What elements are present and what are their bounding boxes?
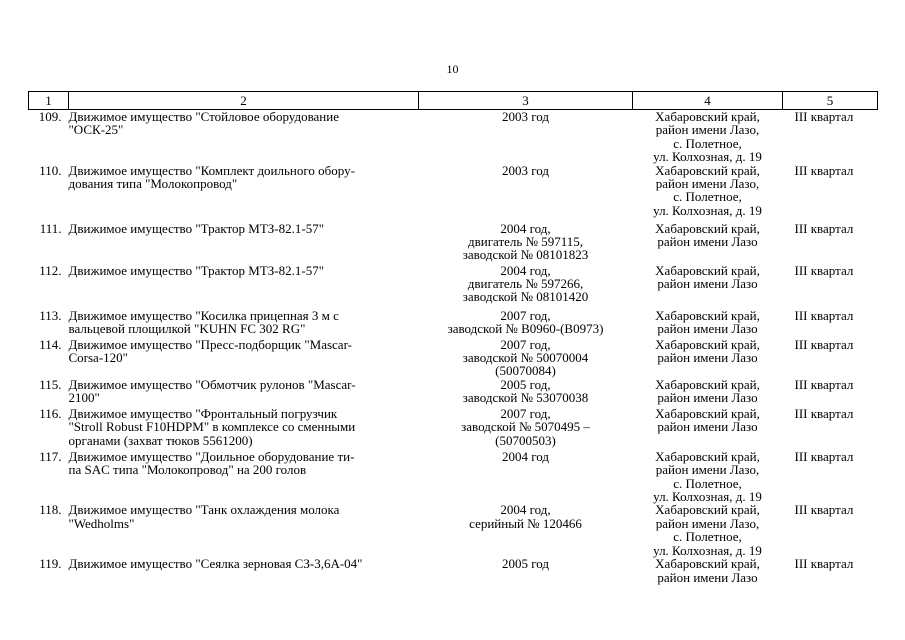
item-name	[69, 503, 419, 557]
item-name-line: Движимое имущество "Комплект доильного обору-	[68, 162, 355, 178]
item-quarter: III квартал	[794, 448, 854, 464]
item-quarter: III квартал	[794, 220, 854, 236]
table-row	[29, 222, 878, 264]
item-year-serial	[419, 407, 633, 450]
item-address-line: ул. Колхозная, д. 19	[653, 149, 762, 165]
item-year-serial	[419, 338, 633, 378]
item-year-serial-line: (50070084)	[495, 363, 556, 379]
item-quarter: III квартал	[794, 109, 854, 124]
property-table	[28, 91, 878, 587]
col-header-1: 1	[29, 92, 69, 110]
item-quarter: III квартал	[794, 502, 854, 518]
item-year-serial-line: 2005 год,	[500, 376, 551, 392]
table-row	[29, 164, 878, 222]
item-address-line: район имени Лазо,	[655, 176, 760, 192]
item-name	[69, 450, 419, 504]
item-address	[633, 407, 783, 450]
item-name-line: Движимое имущество "Стойловое оборудование	[68, 109, 339, 124]
item-year-serial-line: заводской № 50070004	[462, 350, 589, 366]
item-name	[69, 222, 419, 264]
item-year-serial	[419, 222, 633, 264]
item-address-line: Хабаровский край,	[655, 336, 760, 352]
table-row	[29, 338, 878, 378]
item-year-serial-line: 2003 год	[502, 109, 549, 124]
item-year-serial-line: 2004 год,	[500, 262, 551, 278]
item-address-line: район имени Лазо	[657, 390, 758, 406]
item-year-serial-line: 2003 год	[502, 162, 549, 178]
item-address-line: ул. Колхозная, д. 19	[653, 202, 762, 218]
item-quarter: III квартал	[794, 376, 854, 392]
item-name	[69, 264, 419, 309]
item-name-line: "Wedholms"	[68, 515, 135, 531]
item-address-line: с. Полетное,	[673, 529, 742, 545]
item-year-serial	[419, 378, 633, 407]
row-number: 119.	[39, 556, 62, 572]
item-year-serial	[419, 110, 633, 164]
item-address	[633, 309, 783, 338]
item-name	[69, 378, 419, 407]
item-name-line: Движимое имущество "Обмотчик рулонов "Mascar-	[68, 376, 356, 392]
item-address-line: район имени Лазо	[657, 419, 758, 435]
item-year-serial-line: заводской № B0960-(B0973)	[447, 321, 604, 337]
item-name	[69, 338, 419, 378]
item-address-line: район имени Лазо,	[655, 122, 760, 138]
row-number: 117.	[39, 448, 62, 464]
row-number: 112.	[39, 262, 62, 278]
col-header-4: 4	[633, 92, 783, 110]
item-address	[633, 222, 783, 264]
item-name-line: Движимое имущество "Танк охлаждения молока	[68, 502, 340, 518]
item-name-line: 2100"	[68, 390, 100, 406]
item-year-serial	[419, 557, 633, 587]
item-address	[633, 338, 783, 378]
item-address-line: Хабаровский край,	[655, 220, 760, 236]
item-address-line: район имени Лазо	[657, 276, 758, 292]
item-name-line: Движимое имущество "Трактор МТЗ-82.1-57"	[68, 220, 324, 236]
item-quarter: III квартал	[794, 162, 854, 178]
row-number: 111.	[39, 220, 62, 236]
table-row	[29, 450, 878, 504]
item-address-line: Хабаровский край,	[655, 109, 760, 124]
row-number: 114.	[39, 336, 62, 352]
page-number: 10	[446, 62, 459, 76]
col-header-3: 3	[419, 92, 633, 110]
item-name	[69, 309, 419, 338]
item-address-line: район имени Лазо	[657, 321, 758, 337]
item-name-line: Движимое имущество "Трактор МТЗ-82.1-57"	[68, 262, 324, 278]
table-row	[29, 264, 878, 309]
table-row	[29, 309, 878, 338]
item-name-line: Corsa-120"	[68, 350, 128, 366]
table-row	[29, 407, 878, 450]
item-name-line: Движимое имущество "Пресс-подборщик "Mascar-	[68, 336, 352, 352]
item-year-serial-line: 2004 год,	[500, 220, 551, 236]
item-year-serial-line: 2005 год	[502, 556, 549, 572]
item-address-line: Хабаровский край,	[655, 162, 760, 178]
item-address-line: ул. Колхозная, д. 19	[653, 489, 762, 505]
item-address	[633, 110, 783, 164]
item-address	[633, 378, 783, 407]
item-name	[69, 164, 419, 222]
table-row	[29, 557, 878, 587]
item-year-serial	[419, 450, 633, 504]
item-name-line: Движимое имущество "Косилка прицепная 3 м с	[68, 307, 339, 323]
header-row	[29, 92, 878, 110]
item-name-line: Движимое имущество "Сеялка зерновая СЗ-3,6А-04"	[68, 556, 363, 572]
item-address-line: район имени Лазо	[657, 234, 758, 250]
item-year-serial-line: заводской № 53070038	[462, 390, 589, 406]
item-year-serial	[419, 309, 633, 338]
item-year-serial-line: заводской № 08101823	[462, 247, 589, 263]
table-row	[29, 378, 878, 407]
item-year-serial-line: 2007 год,	[500, 405, 551, 421]
item-year-serial-line: серийный № 120466	[469, 515, 582, 531]
item-address	[633, 450, 783, 504]
item-year-serial-line: 2007 год,	[500, 307, 551, 323]
item-name	[69, 110, 419, 164]
item-year-serial-line: (50700503)	[495, 432, 556, 448]
item-name	[69, 557, 419, 587]
item-year-serial-line: 2004 год,	[500, 502, 551, 518]
item-name-line: Движимое имущество "Доильное оборудование ти-	[68, 448, 355, 464]
item-address-line: Хабаровский край,	[655, 405, 760, 421]
item-name	[69, 407, 419, 450]
row-number: 109.	[38, 109, 62, 124]
col-header-5: 5	[783, 92, 878, 110]
item-quarter: III квартал	[794, 556, 854, 572]
item-address-line: Хабаровский край,	[655, 448, 760, 464]
row-number: 118.	[39, 502, 62, 518]
table-row	[29, 110, 878, 164]
item-quarter: III квартал	[794, 307, 854, 323]
item-address-line: Хабаровский край,	[655, 502, 760, 518]
item-address	[633, 164, 783, 222]
item-year-serial	[419, 164, 633, 222]
item-address-line: ул. Колхозная, д. 19	[653, 542, 762, 558]
item-address-line: с. Полетное,	[673, 135, 742, 151]
row-number: 116.	[39, 405, 62, 421]
item-address-line: район имени Лазо,	[655, 462, 760, 478]
item-name-line: "ОСК-25"	[68, 122, 124, 138]
item-address-line: Хабаровский край,	[655, 376, 760, 392]
item-year-serial-line: 2004 год	[502, 448, 549, 464]
item-address-line: с. Полетное,	[673, 475, 742, 491]
table-body	[29, 110, 878, 588]
item-year-serial	[419, 503, 633, 557]
item-year-serial-line: заводской № 08101420	[462, 289, 589, 305]
item-year-serial	[419, 264, 633, 309]
item-name-line: Движимое имущество "Фронтальный погрузчик	[68, 405, 338, 421]
item-name-line: органами (захват тюков 5561200)	[68, 432, 253, 448]
item-address-line: район имени Лазо	[657, 569, 758, 585]
item-address-line: район имени Лазо,	[655, 515, 760, 531]
table-row	[29, 503, 878, 557]
item-address	[633, 557, 783, 587]
item-name-line: па SAC типа "Молокопровод" на 200 голов	[68, 462, 307, 478]
item-address-line: Хабаровский край,	[655, 307, 760, 323]
item-year-serial-line: двигатель № 597266,	[467, 276, 584, 292]
item-year-serial-line: заводской № 5070495 –	[461, 419, 590, 435]
col-header-2: 2	[69, 92, 419, 110]
item-name-line: вальцевой площилкой "KUHN FC 302 RG"	[68, 321, 306, 337]
item-year-serial-line: двигатель № 597115,	[467, 234, 583, 250]
item-year-serial-line: 2007 год,	[500, 336, 551, 352]
item-quarter: III квартал	[794, 336, 854, 352]
item-quarter: III квартал	[794, 405, 854, 421]
item-address	[633, 503, 783, 557]
row-number: 110.	[39, 162, 62, 178]
item-address-line: Хабаровский край,	[655, 262, 760, 278]
item-address-line: Хабаровский край,	[655, 556, 760, 572]
row-number: 115.	[39, 376, 62, 392]
row-number: 113.	[39, 307, 62, 323]
item-name-line: дования типа "Молокопровод"	[68, 176, 238, 192]
item-address	[633, 264, 783, 309]
item-address-line: район имени Лазо	[657, 350, 758, 366]
item-quarter: III квартал	[794, 262, 854, 278]
item-address-line: с. Полетное,	[673, 189, 742, 205]
item-name-line: "Stroll Robust F10HDPM" в комплексе со сменными	[68, 419, 356, 435]
